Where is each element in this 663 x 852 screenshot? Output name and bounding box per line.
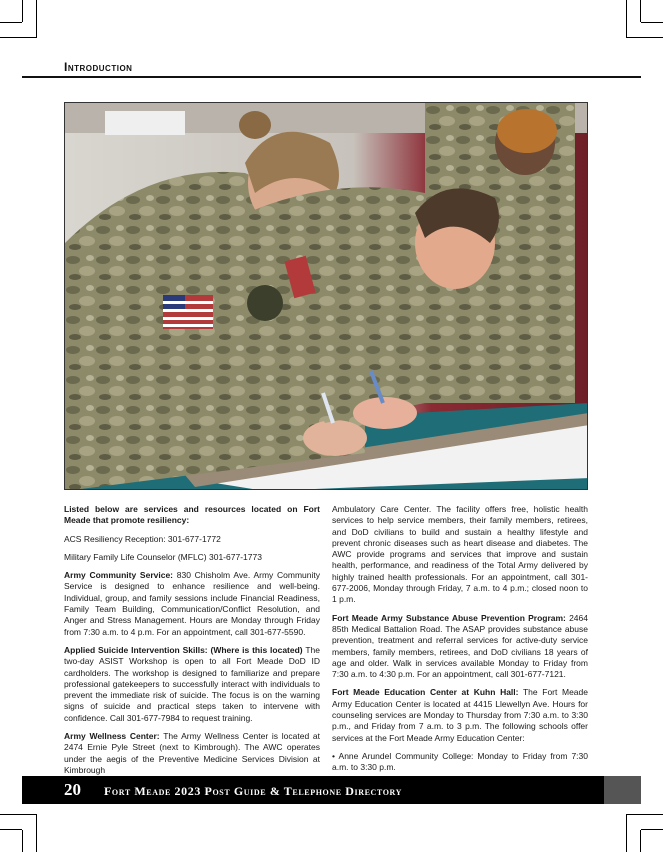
- crop-mark: [0, 829, 22, 830]
- crop-mark: [22, 830, 23, 852]
- crop-mark: [626, 814, 627, 852]
- entry-asist: [64, 645, 320, 724]
- entry-education-text: The Fort Meade Army Education Center is located at 4415 Llewellyn Ave. Hours for counseling services are Monday to Thursday from 7:30 a.m. to 3:30 p.m., and Friday from 7 a.m. to 3 p.m. The following schools offer services at the Fort Meade Army Education Center:: [332, 687, 588, 743]
- crop-mark: [640, 830, 641, 852]
- footer-bar: [22, 776, 641, 804]
- crop-mark: [627, 37, 663, 38]
- entry-asap-name: Fort Meade Army Substance Abuse Prevention Program:: [332, 612, 566, 623]
- publication-title: Fort Meade 2023 Post Guide & Telephone Directory: [104, 784, 403, 798]
- title-rule: [22, 76, 641, 78]
- crop-mark: [0, 22, 22, 23]
- entry-awc-text: The Army Wellness Center is located at 2474 Ernie Pyle Street (next to Kimbrough). The AWC operates under the aegis of the Preventive Medicine Services Division at Kimbrough: [64, 731, 320, 775]
- mflc-line: Military Family Life Counselor (MFLC) 301-677-1773: [64, 551, 262, 562]
- entry-acs-text: 830 Chisholm Ave. Army Community Service is designed to enhance resilience and well-being. Individual, group, and family sessions include Financial Readiness, Family Team Building, Communication/Conflict Resolution, and Anger and Stress Management. Hours are Monday through Friday from 7:30 a.m. to 4 p.m. For an appointment, call 301-677-5590.: [64, 570, 320, 637]
- entry-asist-text: The two-day ASIST Workshop is open to all Fort Meade DoD ID cardholders. The workshop is designed to familiarize and prepare professional gatekeepers to successfully interact with individuals to prevent the immediate risk of suicide. The focus is on the warning signs of suicide and practical steps taken to intervene with confidence. Call 301-677-7984 to request training.: [64, 644, 320, 723]
- intro-heading: Listed below are services and resources located on Fort Meade that promote resiliency:: [64, 504, 320, 526]
- right-column: [332, 504, 588, 781]
- page-number: 20: [64, 780, 81, 799]
- entry-asap: [332, 613, 588, 681]
- crop-mark: [22, 0, 23, 22]
- soldiers-signing-photo: [64, 102, 588, 490]
- crop-mark: [36, 814, 37, 852]
- entry-acs-name: Army Community Service:: [64, 570, 174, 581]
- crop-mark: [0, 37, 36, 38]
- entry-asap-text: 2464 85th Medical Battalion Road. The ASAP provides substance abuse prevention, treatment and referral services for active-duty service members, family members, retirees, and DoD civilians 18 years of age and older. Walk in services available Monday to Friday from 7:30 a.m. to 4:30 p.m. For an appointment, call 301-677-7121.: [332, 612, 588, 680]
- left-column: [64, 504, 320, 783]
- crop-mark: [641, 22, 663, 23]
- entry-awc-continued: Ambulatory Care Center. The facility offers free, holistic health services to help service members, their family members, retirees, and DoD civilians to build and sustain a healthy lifestyle and prevent chronic diseases such as heart disease and diabetes. The AWC provide programs and services that improve and sustain health, performance, and readiness of the Total Army delivered by highly trained health professionals. For an appointment, call 301-677-2006, Monday through Friday, 7 a.m. to 4 p.m.; closed noon to 1 p.m.: [332, 504, 588, 605]
- crop-mark: [640, 0, 641, 22]
- crop-mark: [626, 0, 627, 38]
- entry-asist-name: Applied Suicide Intervention Skills: (Where is this located): [64, 644, 303, 655]
- crop-mark: [0, 814, 36, 815]
- section-title: Introduction: [64, 60, 133, 74]
- acs-reception-line: ACS Resiliency Reception: 301-677-1772: [64, 533, 221, 544]
- footer-edge-block: [604, 776, 641, 804]
- entry-aacc: • Anne Arundel Community College: Monday to Friday from 7:30 a.m. to 3:30 p.m.: [332, 750, 588, 773]
- entry-awc: [64, 731, 320, 776]
- crop-mark: [36, 0, 37, 38]
- entry-education: [332, 687, 588, 743]
- crop-mark: [641, 829, 663, 830]
- entry-acs: [64, 570, 320, 638]
- entry-awc-name: Army Wellness Center:: [64, 731, 160, 742]
- crop-mark: [627, 814, 663, 815]
- entry-education-name: Fort Meade Education Center at Kuhn Hall:: [332, 687, 519, 698]
